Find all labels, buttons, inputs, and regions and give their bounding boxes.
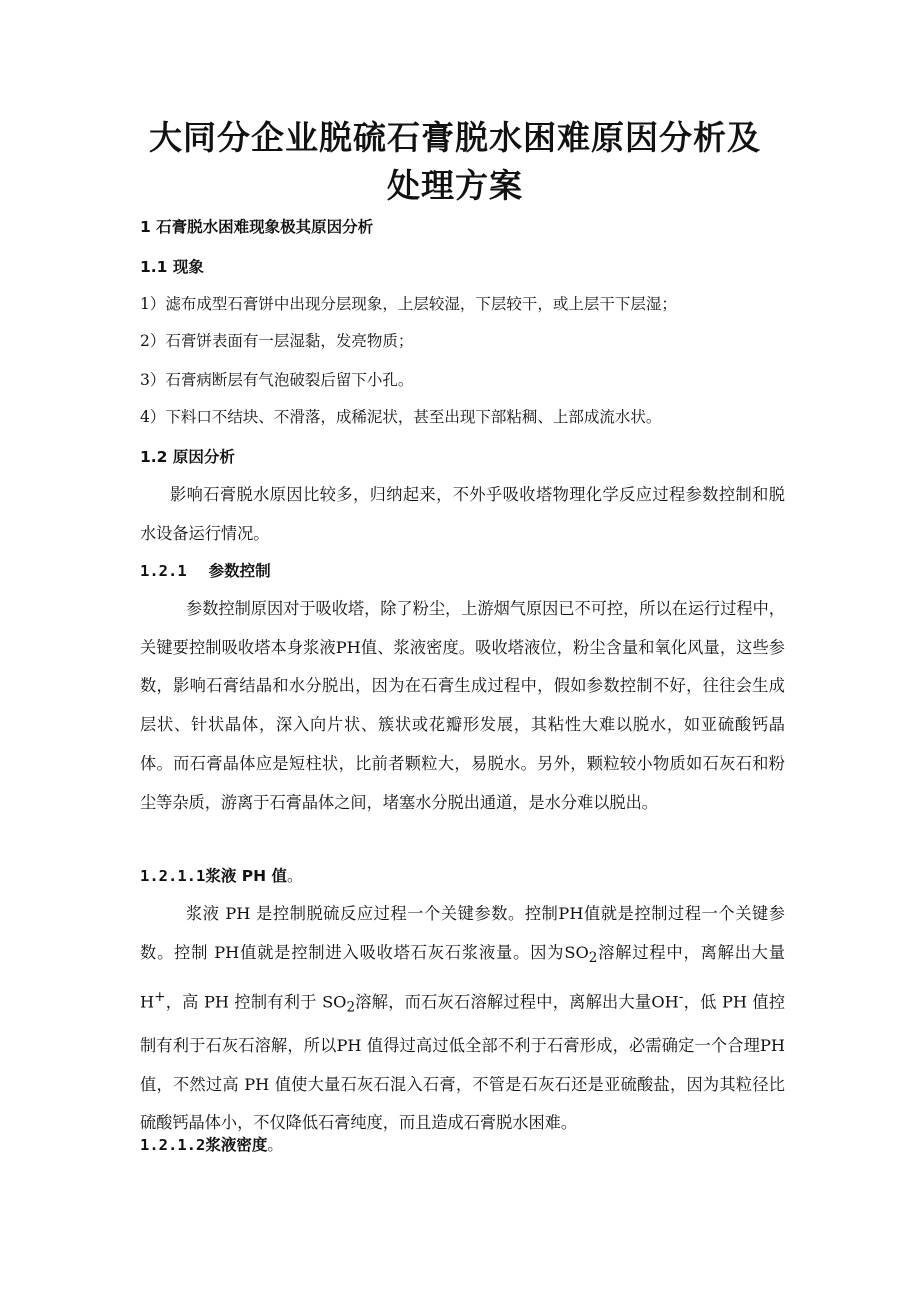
- superscript-plus: +: [154, 988, 166, 1005]
- section-heading-1-2-1-2: [140, 1134, 283, 1156]
- section-number: 1.2.1.1: [140, 867, 206, 885]
- section-heading-1: 1 石膏脱水困难现象极其原因分析: [140, 218, 374, 236]
- section-heading-1-2: 1.2 原因分析: [140, 448, 235, 466]
- paragraph-parameter-control: 参数控制原因对于吸收塔，除了粉尘，上游烟气原因已不可控，所以在运行过程中，关键要控制吸收塔本身浆液PH值、浆液密度。吸收塔液位，粉尘含量和氧化风量，这些参数，影响石膏结晶和水分脱出，因为在石膏生成过程中，假如参数控制不好，往往会生成层状、针状晶体，深入向片状、簇状或花瓣形发展，其粘性大难以脱水，如亚硫酸钙晶体。而石膏晶体应是短柱状，比前者颗粒大，易脱水。另外，颗粒较小物质如石灰石和粉尘等杂质，游离于石膏晶体之间，堵塞水分脱出通道，是水分难以脱出。: [140, 599, 785, 812]
- heading-period: 。: [267, 1136, 283, 1154]
- list-item: 2）石膏饼表面有一层湿黏，发亮物质；: [140, 332, 414, 350]
- subscript-2: 2: [588, 949, 598, 966]
- section-title: 浆液 PH 值: [205, 867, 287, 885]
- section-number: 1.2.1: [140, 562, 187, 580]
- paragraph-slurry-ph: 浆液 PH 是控制脱硫反应过程一个关键参数。控制PH值就是控制过程一个关键参数。控制 PH值就是控制进入吸收塔石灰石浆液量。因为$SO_2$溶解过程中，离解出大量H+，高 PH 控制有利于 $SO_2$溶解，而石灰石溶解过程中，离解出大量OH-，低 PH 值控制有利于石灰石溶解，所以PH 值得过高过低全部不利于石膏形成，必需确定一个合理PH 值，不然过高 PH 值使大量石灰石混入石膏，不管是石灰石还是亚硫酸盐，因为其粒径比硫酸钙晶体小，不仅降低石膏纯度，而且造成石膏脱水困难。: [140, 904, 786, 1133]
- section-heading-1-1: 1.1 现象: [140, 258, 204, 276]
- section-heading-1-2-1: [140, 560, 271, 582]
- subscript-2: 2: [346, 999, 356, 1016]
- document-title-line-2: 处理方案: [387, 166, 523, 205]
- heading-period: 。: [286, 867, 303, 885]
- paragraph-cause-analysis: 影响石膏脱水原因比较多，归纳起来，不外乎吸收塔物理化学反应过程参数控制和脱水设备运行情况。: [140, 485, 785, 543]
- superscript-minus: -: [678, 988, 684, 1005]
- section-title: 浆液密度: [205, 1136, 268, 1154]
- list-item: 4）下料口不结块、不滑落，成稀泥状，甚至出现下部粘稠、上部成流水状。: [140, 408, 662, 426]
- list-item: 1）滤布成型石膏饼中出现分层现象，上层较湿，下层较干，或上层干下层湿；: [140, 295, 677, 313]
- section-heading-1-2-1-1: [140, 865, 302, 887]
- document-title-line-1: 大同分企业脱硫石膏脱水困难原因分析及: [149, 118, 761, 157]
- section-title: 参数控制: [208, 562, 271, 580]
- section-number: 1.2.1.2: [140, 1136, 206, 1154]
- list-item: 3）石膏病断层有气泡破裂后留下小孔。: [140, 371, 414, 389]
